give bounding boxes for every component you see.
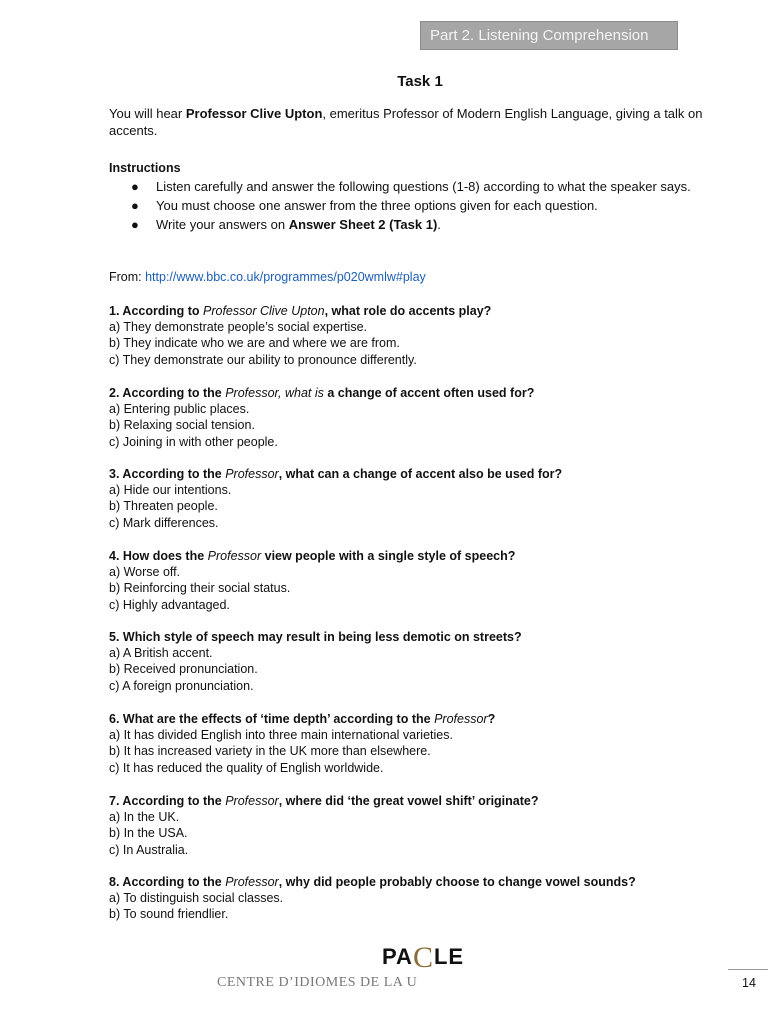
question-title-text: 1. According to [109, 304, 203, 318]
question-title-text: 4. How does the [109, 549, 208, 563]
question-title [109, 385, 729, 401]
footer-divider [728, 969, 768, 970]
answer-option: a) They demonstrate people’s social expertise. [109, 320, 368, 335]
answer-option: c) It has reduced the quality of English worldwide. [109, 760, 384, 775]
question-title-italic: Professor, what is [225, 386, 324, 400]
question-8 [109, 874, 729, 923]
question-title [109, 548, 729, 564]
answer-option: a) A British accent. [109, 646, 213, 661]
answer-option: b) In the USA. [109, 826, 188, 841]
answer-option: c) In Australia. [109, 842, 189, 857]
task-title: Task 1 [397, 73, 443, 90]
bullet-icon: ● [131, 198, 139, 213]
question-title-text: , why did people probably choose to change vowel sounds? [278, 875, 636, 889]
logo-c: C [412, 941, 434, 974]
instruction-text: Listen carefully and answer the following questions (1-8) according to what the speaker says. [156, 179, 691, 194]
question-title-text: 2. According to the [109, 386, 226, 400]
question-title-text: , where did ‘the great vowel shift’ originate? [278, 794, 539, 808]
question-title [109, 874, 729, 890]
question-title [109, 793, 729, 809]
pacle-logo [382, 938, 464, 972]
answer-option: c) Mark differences. [109, 515, 219, 530]
answer-option: c) They demonstrate our ability to pronounce differently. [109, 352, 417, 367]
question-2 [109, 385, 729, 450]
question-4 [109, 548, 729, 613]
question-title [109, 711, 729, 727]
question-title-text: 7. According to the [109, 794, 226, 808]
question-5 [109, 629, 729, 694]
footer-centre-text: CENTRE D’IDIOMES DE LA U [217, 975, 418, 990]
question-title-text: a change of accent often used for? [323, 386, 535, 400]
intro-pre: You will hear [109, 106, 186, 121]
intro-paragraph [109, 105, 729, 139]
answer-option: a) Hide our intentions. [109, 483, 232, 498]
question-6 [109, 711, 729, 776]
answer-option: b) They indicate who we are and where we are from. [109, 336, 400, 351]
question-7 [109, 793, 729, 858]
question-title [109, 629, 729, 645]
answer-option: b) Relaxing social tension. [109, 418, 255, 433]
answer-option: a) Worse off. [109, 565, 181, 580]
answer-option: b) To sound friendlier. [109, 907, 229, 922]
page-number: 14 [742, 976, 756, 990]
question-title [109, 303, 729, 319]
part-banner [420, 21, 678, 50]
instruction-text-pre: Write your answers on [156, 217, 289, 232]
question-title-text: 6. What are the effects of ‘time depth’ according to the [109, 712, 435, 726]
question-title-italic: Professor Clive Upton [203, 304, 325, 318]
answer-option: c) Highly advantaged. [109, 597, 230, 612]
answer-option: b) Received pronunciation. [109, 662, 258, 677]
question-title-text: 5. Which style of speech may result in being less demotic on streets? [109, 630, 522, 644]
bullet-icon: ● [131, 179, 139, 194]
answer-option: a) Entering public places. [109, 402, 250, 417]
intro-post: , emeritus Professor of Modern English Language, giving a talk on accents. [109, 106, 703, 138]
instruction-text: You must choose one answer from the three options given for each question. [156, 198, 598, 213]
instruction-item [109, 178, 695, 196]
logo-post: LE [433, 944, 465, 969]
question-title-text: , what can a change of accent also be used for? [278, 467, 563, 481]
source-link[interactable]: http://www.bbc.co.uk/programmes/p020wmlw#play [145, 270, 426, 284]
part-label: Part 2. Listening Comprehension [430, 27, 649, 44]
question-3 [109, 466, 729, 531]
answer-option: a) It has divided English into three main international varieties. [109, 728, 453, 743]
answer-option: b) Threaten people. [109, 499, 218, 514]
question-title-text: 8. According to the [109, 875, 226, 889]
question-title-text: 3. According to the [109, 467, 226, 481]
question-title-text: view people with a single style of speech? [261, 549, 516, 563]
answer-option: b) It has increased variety in the UK more than elsewhere. [109, 744, 431, 759]
question-title-italic: Professor [434, 712, 488, 726]
logo-pre: PA [382, 944, 413, 969]
source-line [109, 270, 426, 284]
question-title-text: ? [487, 712, 496, 726]
answer-option: c) A foreign pronunciation. [109, 678, 254, 693]
answer-option: a) In the UK. [109, 810, 180, 825]
answer-option: a) To distinguish social classes. [109, 891, 284, 906]
question-title-italic: Professor [225, 467, 279, 481]
instructions-title: Instructions [109, 161, 181, 175]
question-title-italic: Professor [225, 794, 279, 808]
question-title-italic: Professor [225, 875, 279, 889]
answer-option: c) Joining in with other people. [109, 434, 278, 449]
source-label: From: [109, 270, 146, 284]
instruction-item [109, 197, 695, 215]
question-title-text: , what role do accents play? [324, 304, 492, 318]
instructions-list [109, 178, 695, 235]
question-title [109, 466, 729, 482]
intro-speaker: Professor Clive Upton [185, 106, 323, 121]
instruction-item [109, 216, 695, 234]
instruction-text-post: . [437, 217, 441, 232]
answer-option: b) Reinforcing their social status. [109, 581, 291, 596]
bullet-icon: ● [131, 217, 139, 232]
answer-sheet-ref: Answer Sheet 2 (Task 1) [288, 217, 438, 232]
question-title-italic: Professor [207, 549, 262, 563]
question-1 [109, 303, 729, 368]
